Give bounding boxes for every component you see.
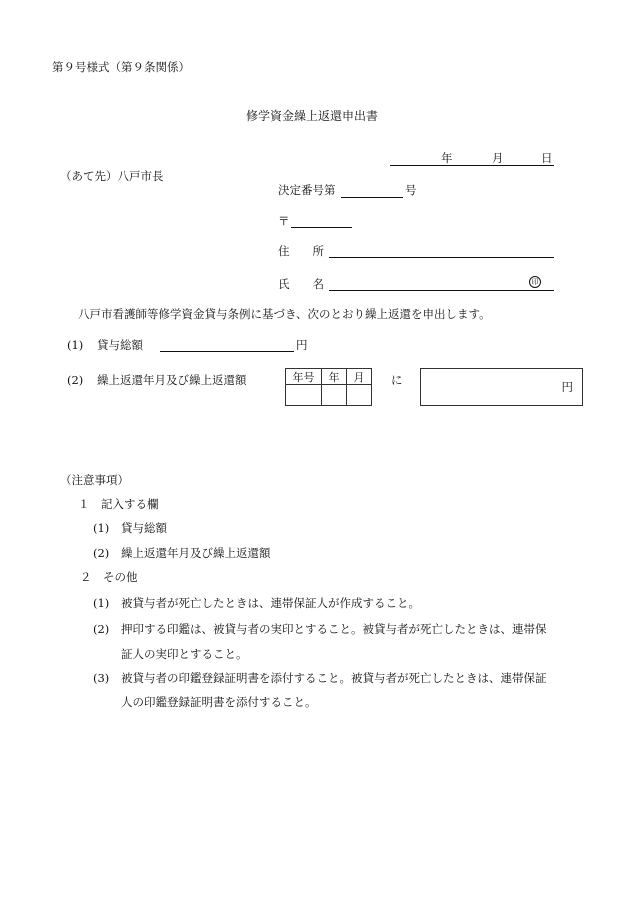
decision-number-prefix: 決定番号第 (278, 183, 336, 197)
date-year-label: 年 (441, 151, 453, 165)
item1-yen-unit: 円 (296, 338, 308, 352)
notes-section2-item2-text-line2: 証人の実印とすること。 (121, 647, 248, 661)
decision-number-field[interactable] (341, 197, 403, 198)
seal-mark: 印 (529, 276, 541, 288)
era-header-cell (285, 368, 322, 385)
notes-section2-title: ２ その他 (80, 570, 138, 584)
year-header: 年 (328, 371, 340, 384)
era-header: 年号 (292, 371, 315, 384)
notes-section2-item3-number: (3) (93, 671, 110, 685)
addressee: （あて先）八戸市長 (60, 169, 164, 183)
date-day-label: 日 (541, 151, 553, 165)
date-underline (390, 165, 554, 166)
year-header-cell (321, 368, 347, 385)
notes-section2-item1-text: 被貸与者が死亡したときは、連帯保証人が作成すること。 (121, 596, 420, 610)
repayment-amount-field[interactable] (420, 368, 583, 406)
document-title: 修学資金繰上返還申出書 (246, 109, 379, 123)
notes-section1-title: １ 記入する欄 (78, 497, 159, 511)
notes-section2-item3-text-line1: 被貸与者の印鑑登録証明書を添付すること。被貸与者が死亡したときは、連帯保証 (121, 671, 547, 685)
postal-mark: 〒 (278, 214, 290, 228)
address-field[interactable] (329, 257, 554, 258)
item2-number: (2) (67, 373, 84, 387)
notes-section2-item3-text-line2: 人の印鑑登録証明書を添付すること。 (121, 695, 317, 709)
name-label: 氏 名 (278, 277, 324, 291)
era-input-cell[interactable] (285, 384, 322, 406)
item2-connector: に (391, 373, 403, 387)
item2-label: 繰上返還年月及び繰上返還額 (97, 373, 247, 387)
notes-heading: （注意事項） (60, 473, 129, 487)
item1-number: (1) (67, 338, 84, 352)
name-field[interactable] (329, 290, 554, 291)
notes-section2-item2-text-line1: 押印する印鑑は、被貸与者の実印とすること。被貸与者が死亡したときは、連帯保 (121, 622, 547, 636)
item2-yen-unit: 円 (561, 380, 573, 394)
notes-section2-item1-number: (1) (93, 596, 110, 610)
notes-section2-item2-number: (2) (93, 622, 110, 636)
month-header-cell (346, 368, 372, 385)
notes-section1-item1-text: 貸与総額 (121, 521, 167, 535)
notes-section1-item2-number: (2) (93, 546, 110, 560)
date-month-label: 月 (492, 151, 504, 165)
notes-section1-item1-number: (1) (93, 521, 110, 535)
form-number: 第９号様式（第９条関係） (52, 60, 190, 74)
notes-section1-item2-text: 繰上返還年月及び繰上返還額 (121, 546, 271, 560)
postal-code-field[interactable] (291, 227, 352, 228)
loan-total-field[interactable] (160, 351, 294, 352)
year-input-cell[interactable] (321, 384, 347, 406)
decision-number-suffix: 号 (405, 183, 417, 197)
month-header: 月 (353, 371, 365, 384)
statement-text: 八戸市看護師等修学資金貸与条例に基づき、次のとおり繰上返還を申出します。 (78, 307, 491, 321)
month-input-cell[interactable] (346, 384, 372, 406)
item1-label: 貸与総額 (97, 338, 143, 352)
address-label: 住 所 (278, 244, 324, 258)
